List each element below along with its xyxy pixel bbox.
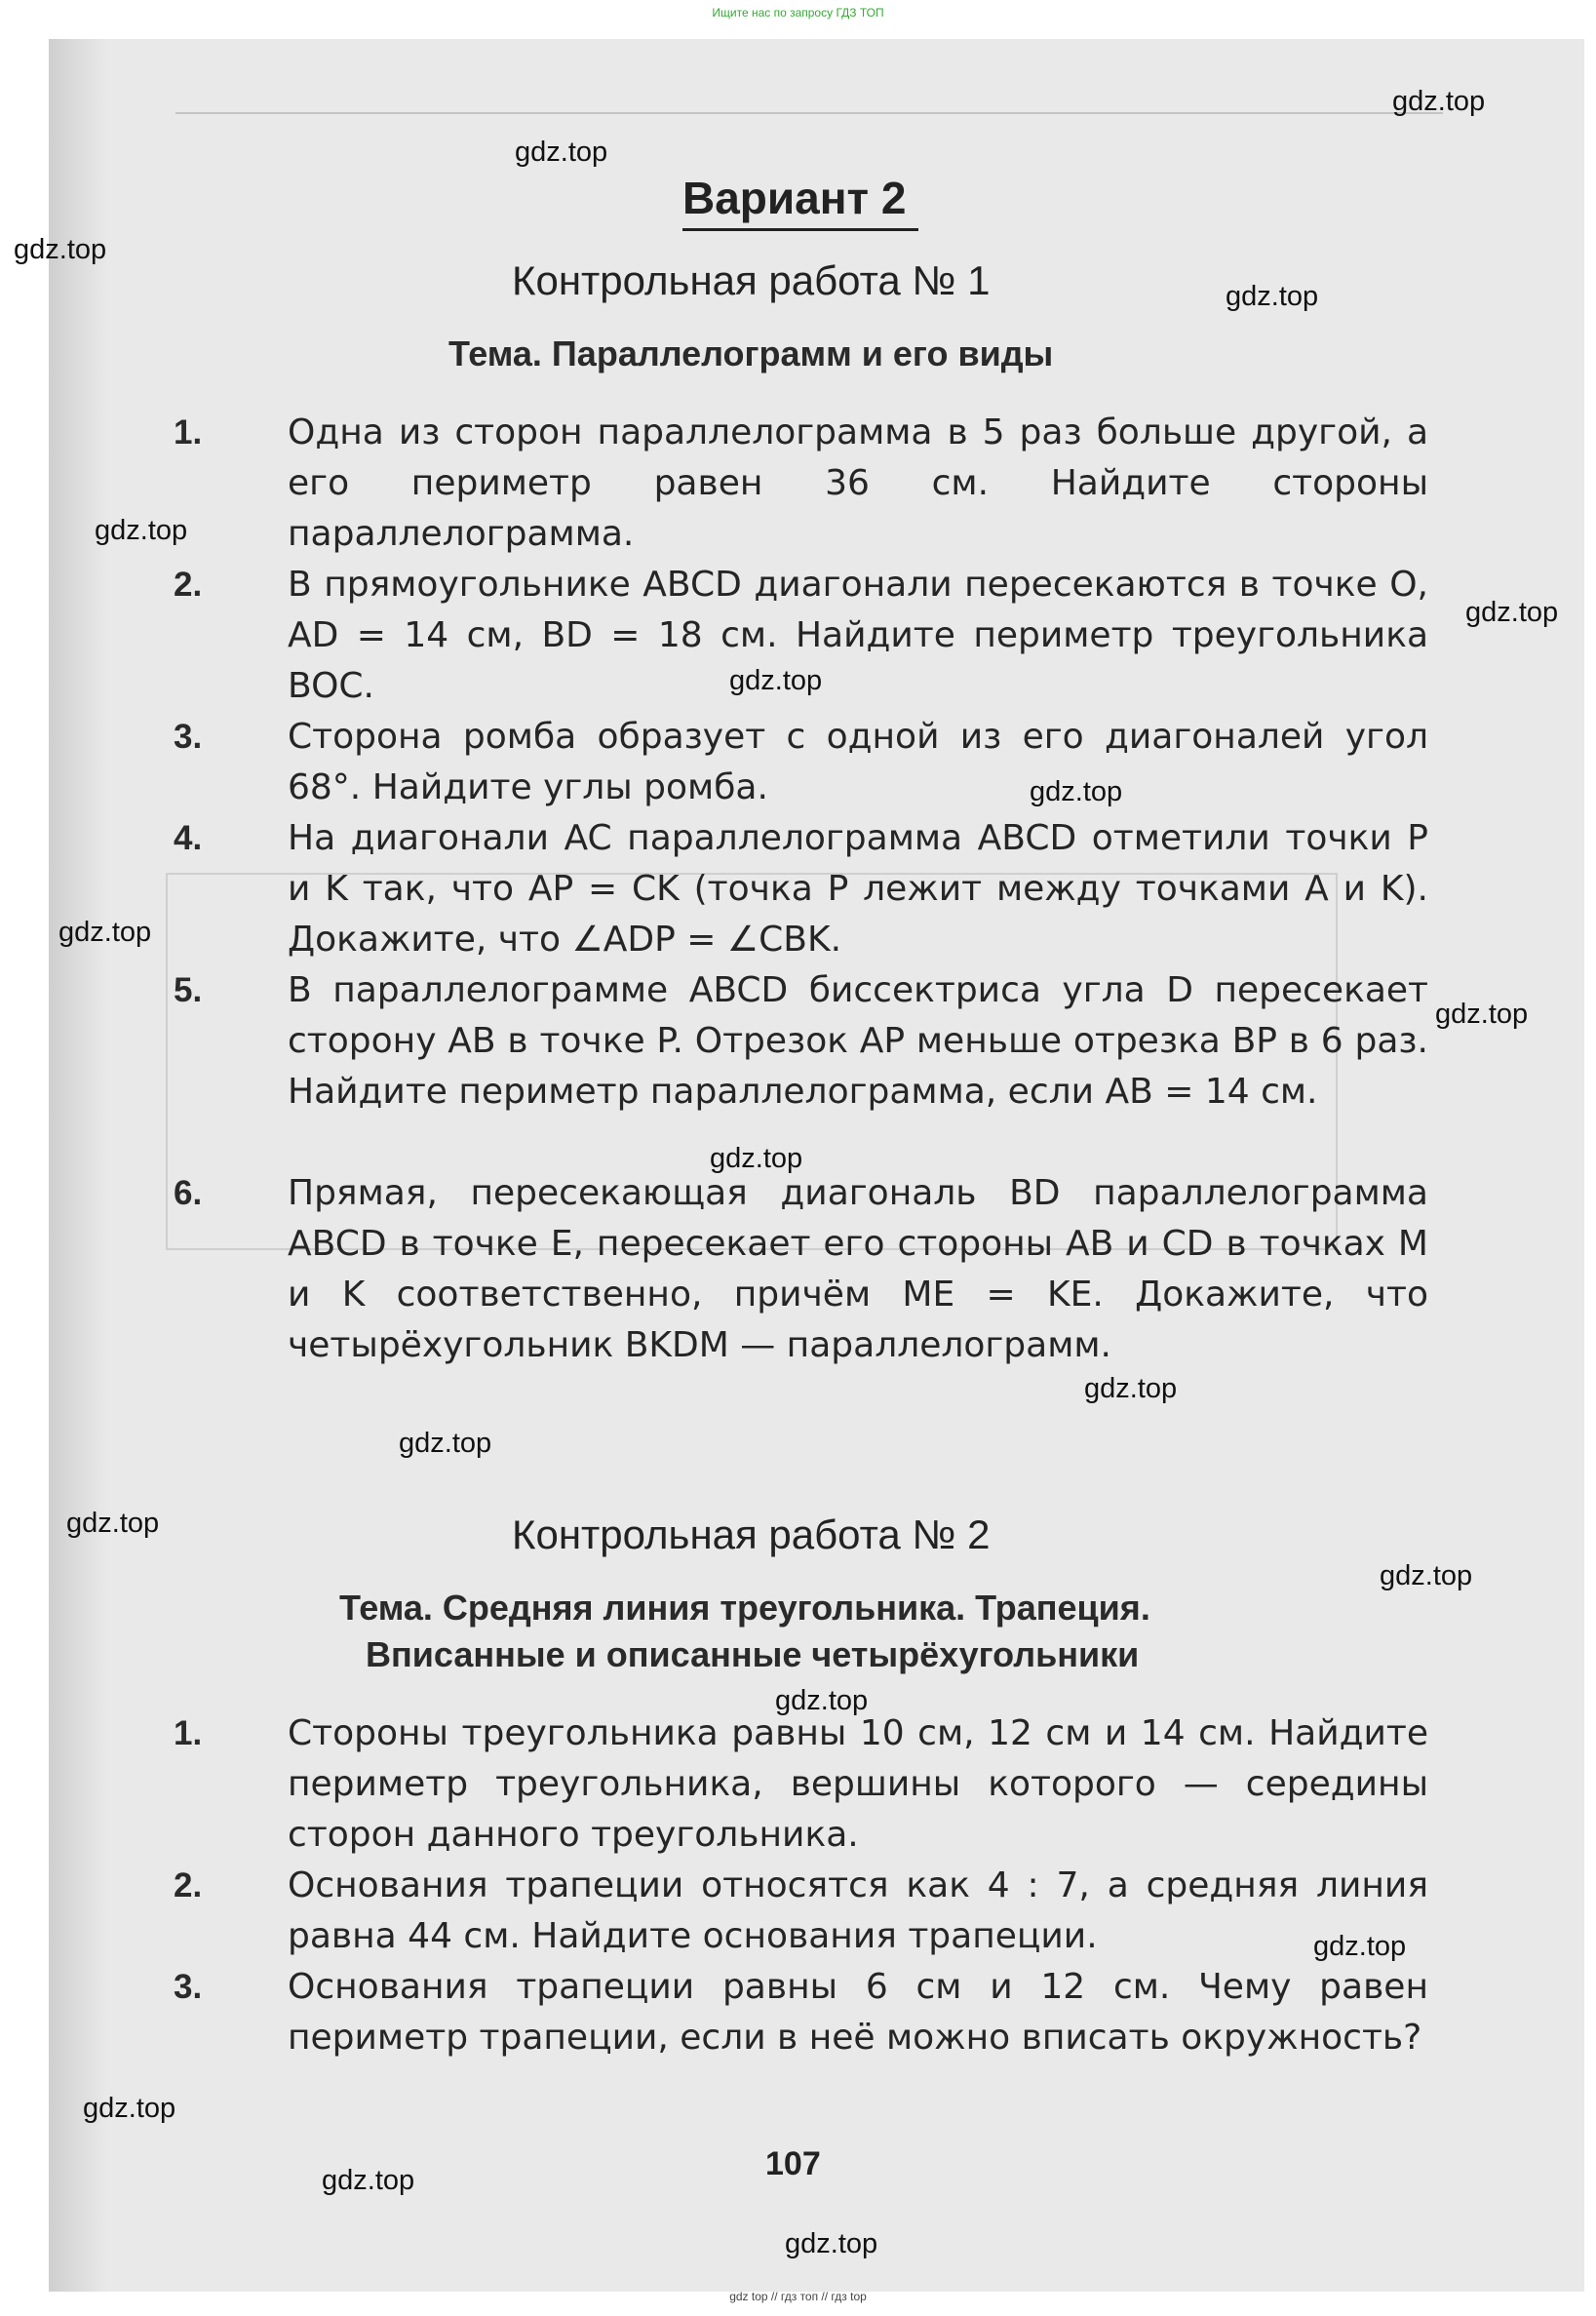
watermark: gdz.top xyxy=(66,1508,160,1539)
work-1-title: Контрольная работа № 1 xyxy=(512,257,991,303)
task-number: 1. xyxy=(174,413,203,451)
watermark: gdz.top xyxy=(1313,1931,1407,1962)
work-1-topic: Тема. Параллелограмм и его виды xyxy=(448,334,1054,373)
work-2-title: Контрольная работа № 2 xyxy=(512,1511,991,1557)
work-2-topic-line1: Тема. Средняя линия треугольника. Трапеция. xyxy=(339,1588,1150,1628)
task-text: В параллелограмме ABCD биссектриса угла D пересекает сторону AB в точке P. Отрезок AP меньше отрезка BP в 6 раз. Найдите периметр параллелограмма, если AB = 14 см. xyxy=(288,970,1428,1112)
watermark: gdz.top xyxy=(1380,1560,1473,1591)
task-number: 3. xyxy=(174,1968,203,2006)
task-number: 4. xyxy=(174,819,203,857)
watermark: gdz.top xyxy=(322,2165,415,2196)
watermark: gdz.top xyxy=(58,917,152,948)
watermark: gdz.top xyxy=(710,1143,803,1174)
watermark: gdz.top xyxy=(515,137,608,168)
page-binding-shadow xyxy=(49,39,107,2292)
task-text: Основания трапеции равны 6 см и 12 см. Чему равен периметр трапеции, если в неё можно вписать окружность? xyxy=(288,1967,1428,2058)
variant-title: Вариант 2 xyxy=(682,173,907,223)
bottom-note[interactable]: gdz top // гдз топ // гдз top xyxy=(729,2290,867,2303)
task-text: Прямая, пересекающая диагональ BD параллелограмма ABCD в точке E, пересекает его стороны AB и CD в точках M и K соответственно, причём ME = KE. Докажите, что четырёхугольник BKDM — параллелограмм. xyxy=(288,1173,1428,1365)
header-rule xyxy=(175,112,1443,114)
watermark: gdz.top xyxy=(775,1685,869,1716)
watermark: gdz.top xyxy=(83,2093,176,2124)
task-text: В прямоугольнике ABCD диагонали пересекаются в точке O, AD = 14 см, BD = 18 см. Найдите периметр треугольника BOC. xyxy=(288,565,1428,706)
task-text: Одна из сторон параллелограмма в 5 раз больше другой, а его периметр равен 36 см. Найдите стороны параллелограмма. xyxy=(288,412,1428,554)
task-number: 1. xyxy=(174,1714,203,1752)
task-number: 5. xyxy=(174,971,203,1009)
task-number: 2. xyxy=(174,566,203,604)
watermark: gdz.top xyxy=(14,234,107,265)
task-number: 6. xyxy=(174,1174,203,1212)
variant-title-underline xyxy=(682,228,918,231)
task-text: Основания трапеции относятся как 4 : 7, а средняя линия равна 44 см. Найдите основания трапеции. xyxy=(288,1865,1428,1956)
watermark: gdz.top xyxy=(1084,1373,1178,1404)
task-text: На диагонали AC параллелограмма ABCD отметили точки P и K так, что AP = CK (точка P лежит между точками A и K). Докажите, что ∠ADP = ∠CBK. xyxy=(288,818,1428,960)
watermark: gdz.top xyxy=(1465,597,1559,628)
watermark: gdz.top xyxy=(1435,999,1529,1030)
task-number: 3. xyxy=(174,718,203,756)
watermark: gdz.top xyxy=(729,665,823,696)
page-number: 107 xyxy=(765,2145,821,2182)
watermark: gdz.top xyxy=(399,1428,492,1459)
task-text: Стороны треугольника равны 10 см, 12 см и 14 см. Найдите периметр треугольника, вершины которого — середины сторон данного треугольника. xyxy=(288,1713,1428,1855)
watermark: gdz.top xyxy=(1392,86,1486,117)
watermark: gdz.top xyxy=(1030,776,1123,807)
watermark: gdz.top xyxy=(785,2228,878,2259)
watermark: gdz.top xyxy=(95,515,188,546)
task-number: 2. xyxy=(174,1866,203,1904)
watermark: gdz.top xyxy=(1226,281,1319,312)
bleed-through-rule xyxy=(166,873,168,1248)
work-2-topic-line2: Вписанные и описанные четырёхугольники xyxy=(366,1634,1140,1674)
task-text: Сторона ромба образует с одной из его диагоналей угол 68°. Найдите углы ромба. xyxy=(288,717,1428,807)
top-note[interactable]: Ищите нас по запросу ГДЗ ТОП xyxy=(712,6,884,20)
